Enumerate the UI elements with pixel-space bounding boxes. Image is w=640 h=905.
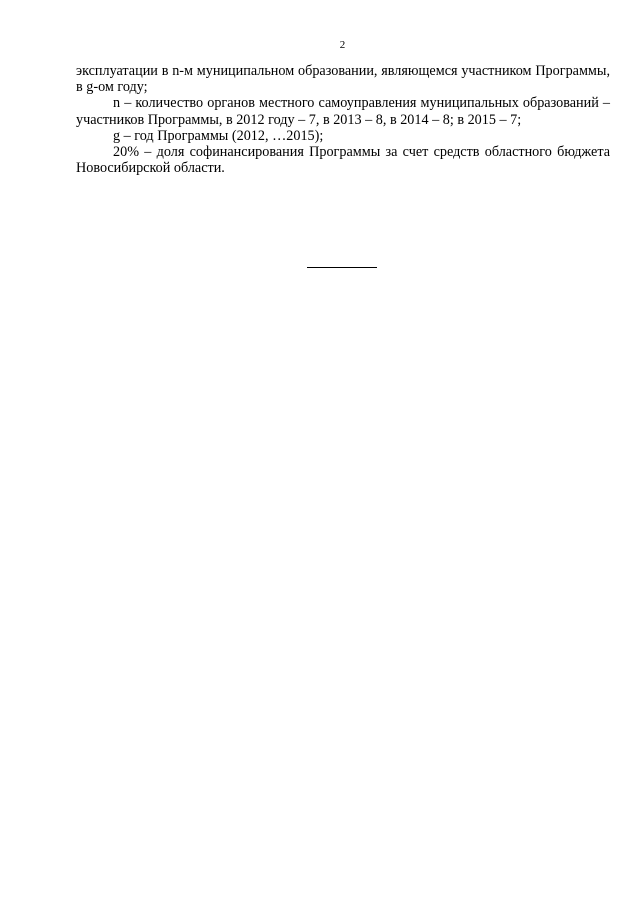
paragraph-cofinancing-share: 20% – доля софинансирования Программы за счет средств областного бюджета Новосибирской области.	[76, 144, 610, 177]
document-body	[76, 63, 610, 176]
page-number: 2	[339, 39, 346, 51]
paragraph-g-definition: g – год Программы (2012, …2015);	[113, 127, 324, 144]
end-of-document-rule	[307, 267, 377, 268]
paragraph-n-definition: n – количество органов местного самоуправления муниципальных образований – участников Программы, в 2012 году – 7, в 2013 – 8, в 2014 – 8; в 2015 – 7;	[76, 95, 610, 128]
paragraph-continuation: эксплуатации в n-м муниципальном образовании, являющемся участником Программы, в g-ом году;	[76, 63, 610, 96]
